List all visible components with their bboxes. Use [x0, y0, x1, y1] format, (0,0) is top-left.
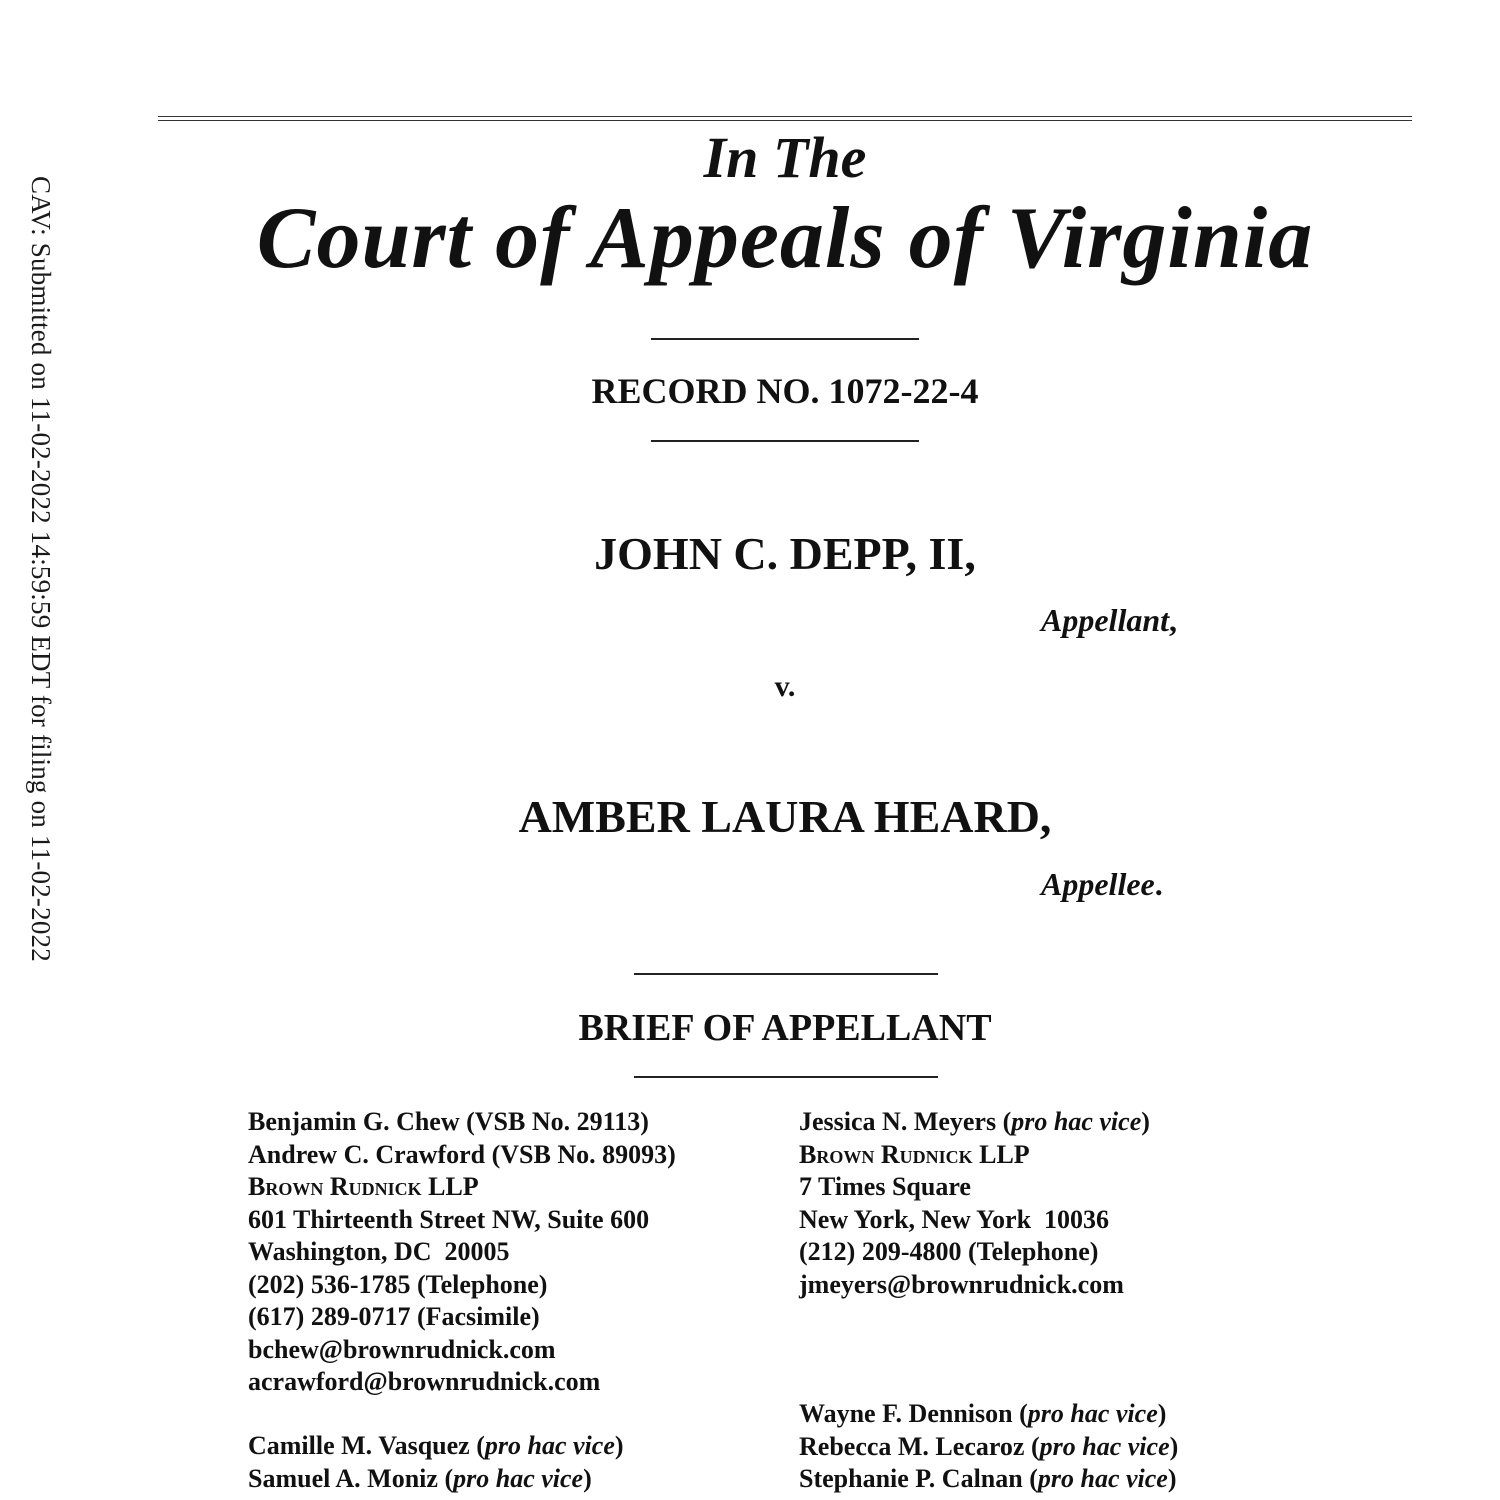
phone: (212) 209-4800 (Telephone) [799, 1237, 1099, 1266]
counsel-right-block-2 [799, 1398, 1178, 1496]
email: jmeyers@brownrudnick.com [799, 1269, 1124, 1299]
law-firm: Brown Rudnick LLP [799, 1139, 1030, 1169]
document-title: BRIEF OF APPELLANT [578, 1007, 992, 1049]
divider-above-title [634, 973, 938, 975]
divider-above-record [651, 338, 919, 340]
appellee-name: AMBER LAURA HEARD, [518, 791, 1052, 842]
address-line: 7 Times Square [799, 1172, 971, 1201]
address-line: Washington, DC 20005 [248, 1237, 510, 1266]
counsel-name: Andrew C. Crawford (VSB No. 89093) [248, 1139, 676, 1169]
address-line: New York, New York 10036 [799, 1204, 1110, 1234]
counsel-right-block-1 [799, 1106, 1150, 1301]
record-number: RECORD NO. 1072-22-4 [591, 371, 979, 411]
counsel-left-block-2 [248, 1430, 624, 1495]
phone: (202) 536-1785 (Telephone) [248, 1269, 548, 1299]
appellant-role: Appellant, [1041, 602, 1178, 638]
fax: (617) 289-0717 (Facsimile) [248, 1302, 540, 1331]
filing-stamp: CAV: Submitted on 11-02-2022 14:59:59 EDT for filing on 11-02-2022 [26, 176, 56, 962]
court-heading-name: Court of Appeals of Virginia [256, 190, 1314, 287]
email: bchew@brownrudnick.com [248, 1334, 556, 1364]
counsel-name: Stephanie P. Calnan (pro hac vice) [799, 1464, 1177, 1493]
court-heading-in-the: In The [703, 125, 867, 190]
counsel-name: Camille M. Vasquez (pro hac vice) [248, 1431, 624, 1460]
divider-below-record [651, 440, 919, 442]
counsel-name: Jessica N. Meyers (pro hac vice) [799, 1107, 1150, 1136]
law-firm: Brown Rudnick LLP [248, 1172, 479, 1201]
appellant-name: JOHN C. DEPP, II, [594, 528, 976, 579]
top-double-rule [158, 116, 1412, 121]
counsel-name: Benjamin G. Chew (VSB No. 29113) [248, 1107, 649, 1136]
divider-below-title [634, 1076, 938, 1078]
versus: v. [774, 670, 796, 703]
counsel-name: Rebecca M. Lecaroz (pro hac vice) [799, 1431, 1179, 1461]
email: acrawford@brownrudnick.com [248, 1367, 601, 1396]
counsel-name: Wayne F. Dennison (pro hac vice) [799, 1399, 1167, 1428]
counsel-left-block-1 [248, 1106, 676, 1399]
appellee-role: Appellee. [1041, 866, 1163, 902]
address-line: 601 Thirteenth Street NW, Suite 600 [248, 1204, 650, 1234]
counsel-name: Samuel A. Moniz (pro hac vice) [248, 1463, 592, 1493]
